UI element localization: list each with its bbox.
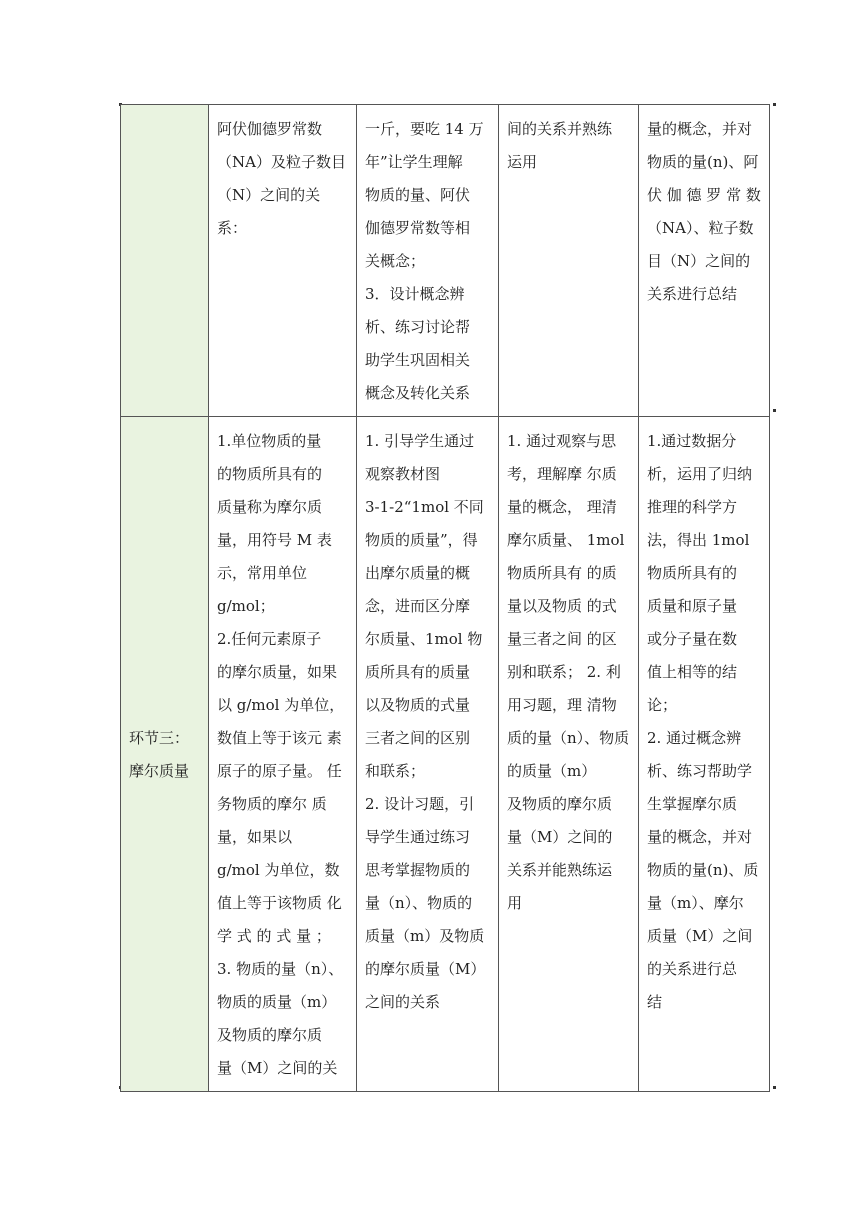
text-line: 量三者之间 的区 (507, 630, 617, 648)
content-lines (217, 425, 350, 1085)
text-line: 间的关系并熟练 (507, 120, 613, 138)
text-line: 法，得出 1mol (647, 531, 750, 549)
text-line: 1. 通过观察与思 (507, 432, 617, 450)
intent-lines (647, 425, 763, 1019)
text-line: 1. 引导学生通过 (365, 432, 475, 450)
design-intent-cell (639, 417, 770, 1092)
text-line: 念，进而区分摩 (365, 597, 471, 615)
text-line: 系： (217, 219, 248, 237)
text-line: 量（n）、物质的 (365, 894, 473, 912)
text-line: 结 (647, 993, 663, 1011)
text-line: g/mol； (217, 597, 275, 615)
text-line: 考，理解摩 尔质 (507, 465, 617, 483)
text-line: 及物质的摩尔质 (507, 795, 613, 813)
text-line: 尔质量、1mol 物 (365, 630, 483, 648)
text-line: 或分子量在数 (647, 630, 738, 648)
text-line: 阿伏伽德罗常数 (217, 120, 323, 138)
text-line: 目（N）之间的 (647, 252, 751, 270)
text-line: 之间的关系 (365, 993, 441, 1011)
text-line: （N）之间的关 (217, 186, 321, 204)
text-line: 关系进行总结 (647, 285, 738, 303)
text-line: 用习题，理 清物 (507, 696, 617, 714)
text-line: 和联系； (365, 762, 426, 780)
text-line: 用 (507, 894, 523, 912)
text-line: 值上相等的结 (647, 663, 738, 681)
text-line: 观察教材图 (365, 465, 441, 483)
teacher-lines (365, 113, 492, 410)
stage-label (129, 722, 202, 788)
text-line: 的摩尔质量，如果 (217, 663, 338, 681)
text-line: 摩尔质量 (129, 762, 190, 780)
text-line: 及物质的摩尔质 (217, 1026, 323, 1044)
text-line: 量（M）之间的关 (217, 1059, 338, 1077)
text-line: 学 式 的 式 量 ； (217, 927, 331, 945)
text-line: 物质所具有 的质 (507, 564, 617, 582)
text-line: 年”让学生理解 (365, 153, 463, 171)
text-line: 关系并能熟练运 (507, 861, 613, 879)
text-line: 量（m）、摩尔 (647, 894, 744, 912)
text-line: 量（M）之间的 (507, 828, 613, 846)
teacher-activity-cell (357, 417, 499, 1092)
student-activity-cell (499, 105, 639, 417)
text-line: 的质量（m） (507, 762, 597, 780)
text-line: 物质的质量（m） (217, 993, 337, 1011)
text-line: 物质的量(n)、质 (647, 861, 759, 879)
text-line: 1.单位物质的量 (217, 432, 322, 450)
intent-lines (647, 113, 763, 311)
text-line: 思考掌握物质的 (365, 861, 471, 879)
text-line: 质量（m）及物质 (365, 927, 485, 945)
text-line: 三者之间的区别 (365, 729, 471, 747)
text-line: 助学生巩固相关 (365, 351, 471, 369)
student-activity-cell (499, 417, 639, 1092)
text-line: 值上等于该物质 化 (217, 894, 342, 912)
text-line: 析，运用了归纳 (647, 465, 753, 483)
teacher-lines (365, 425, 492, 1019)
text-line: 物质的质量”，得 (365, 531, 478, 549)
text-line: 的关系进行总 (647, 960, 738, 978)
text-line: 3．设计概念辨 (365, 285, 465, 303)
text-line: 别和联系； 2. 利 (507, 663, 621, 681)
text-line: 生掌握摩尔质 (647, 795, 738, 813)
text-line: 导学生通过练习 (365, 828, 471, 846)
text-line: 一斤，要吃 14 万 (365, 120, 484, 138)
text-line: 关概念； (365, 252, 426, 270)
table-row (121, 417, 770, 1092)
text-line: 的摩尔质量（M） (365, 960, 486, 978)
text-line: 3. 物质的量（n）、 (217, 960, 344, 978)
text-line: 环节三： (129, 729, 190, 747)
text-line: 量的概念，并对 (647, 828, 753, 846)
text-line: （NA）及粒子数目 (217, 153, 346, 171)
corner-mark-bottom-right (773, 1086, 776, 1089)
text-line: 析、练习帮助学 (647, 762, 753, 780)
text-line: g/mol 为单位，数 (217, 861, 340, 879)
text-line: 1.通过数据分 (647, 432, 737, 450)
text-line: 质所具有的质量 (365, 663, 471, 681)
teacher-activity-cell (357, 105, 499, 417)
text-line: 物质的量(n)、阿 (647, 153, 759, 171)
text-line: 伏 伽 德 罗 常 数 (647, 186, 761, 204)
text-line: 质量和原子量 (647, 597, 738, 615)
stage-cell (121, 105, 209, 417)
text-line: 物质的量、阿伏 (365, 186, 471, 204)
text-line: 量的概念，并对 (647, 120, 753, 138)
text-line: 原子的原子量。 任 (217, 762, 342, 780)
text-line: 2. 通过概念辨 (647, 729, 742, 747)
design-intent-cell (639, 105, 770, 417)
text-line: 务物质的摩尔 质 (217, 795, 327, 813)
content-cell (209, 417, 357, 1092)
text-line: 的物质所具有的 (217, 465, 323, 483)
lesson-plan-table (120, 104, 770, 1092)
text-line: 示，常用单位 (217, 564, 308, 582)
text-line: 论； (647, 696, 678, 714)
text-line: 摩尔质量、 1mol (507, 531, 625, 549)
text-line: 量，用符号 M 表 (217, 531, 332, 549)
content-cell (209, 105, 357, 417)
text-line: 量以及物质 的式 (507, 597, 617, 615)
text-line: 质量（M）之间 (647, 927, 753, 945)
text-line: 量的概念， 理清 (507, 498, 617, 516)
text-line: （NA）、粒子数 (647, 219, 754, 237)
text-line: 物质所具有的 (647, 564, 738, 582)
student-lines (507, 113, 632, 179)
content-lines (217, 113, 350, 245)
text-line: 伽德罗常数等相 (365, 219, 471, 237)
text-line: 以及物质的式量 (365, 696, 471, 714)
corner-mark-top-right (773, 103, 776, 106)
text-line: 质的量（n）、物质 (507, 729, 630, 747)
text-line: 出摩尔质量的概 (365, 564, 471, 582)
text-line: 以 g/mol 为单位， (217, 696, 345, 714)
text-line: 概念及转化关系 (365, 384, 471, 402)
text-line: 2. 设计习题，引 (365, 795, 475, 813)
corner-mark-mid-right (773, 409, 776, 412)
text-line: 3-1-2“1mol 不同 (365, 498, 484, 516)
table-row (121, 105, 770, 417)
text-line: 数值上等于该元 素 (217, 729, 342, 747)
text-line: 推理的科学方 (647, 498, 738, 516)
stage-cell (121, 417, 209, 1092)
text-line: 析、练习讨论帮 (365, 318, 471, 336)
text-line: 量，如果以 (217, 828, 293, 846)
student-lines (507, 425, 632, 920)
text-line: 运用 (507, 153, 538, 171)
text-line: 2.任何元素原子 (217, 630, 322, 648)
text-line: 质量称为摩尔质 (217, 498, 323, 516)
